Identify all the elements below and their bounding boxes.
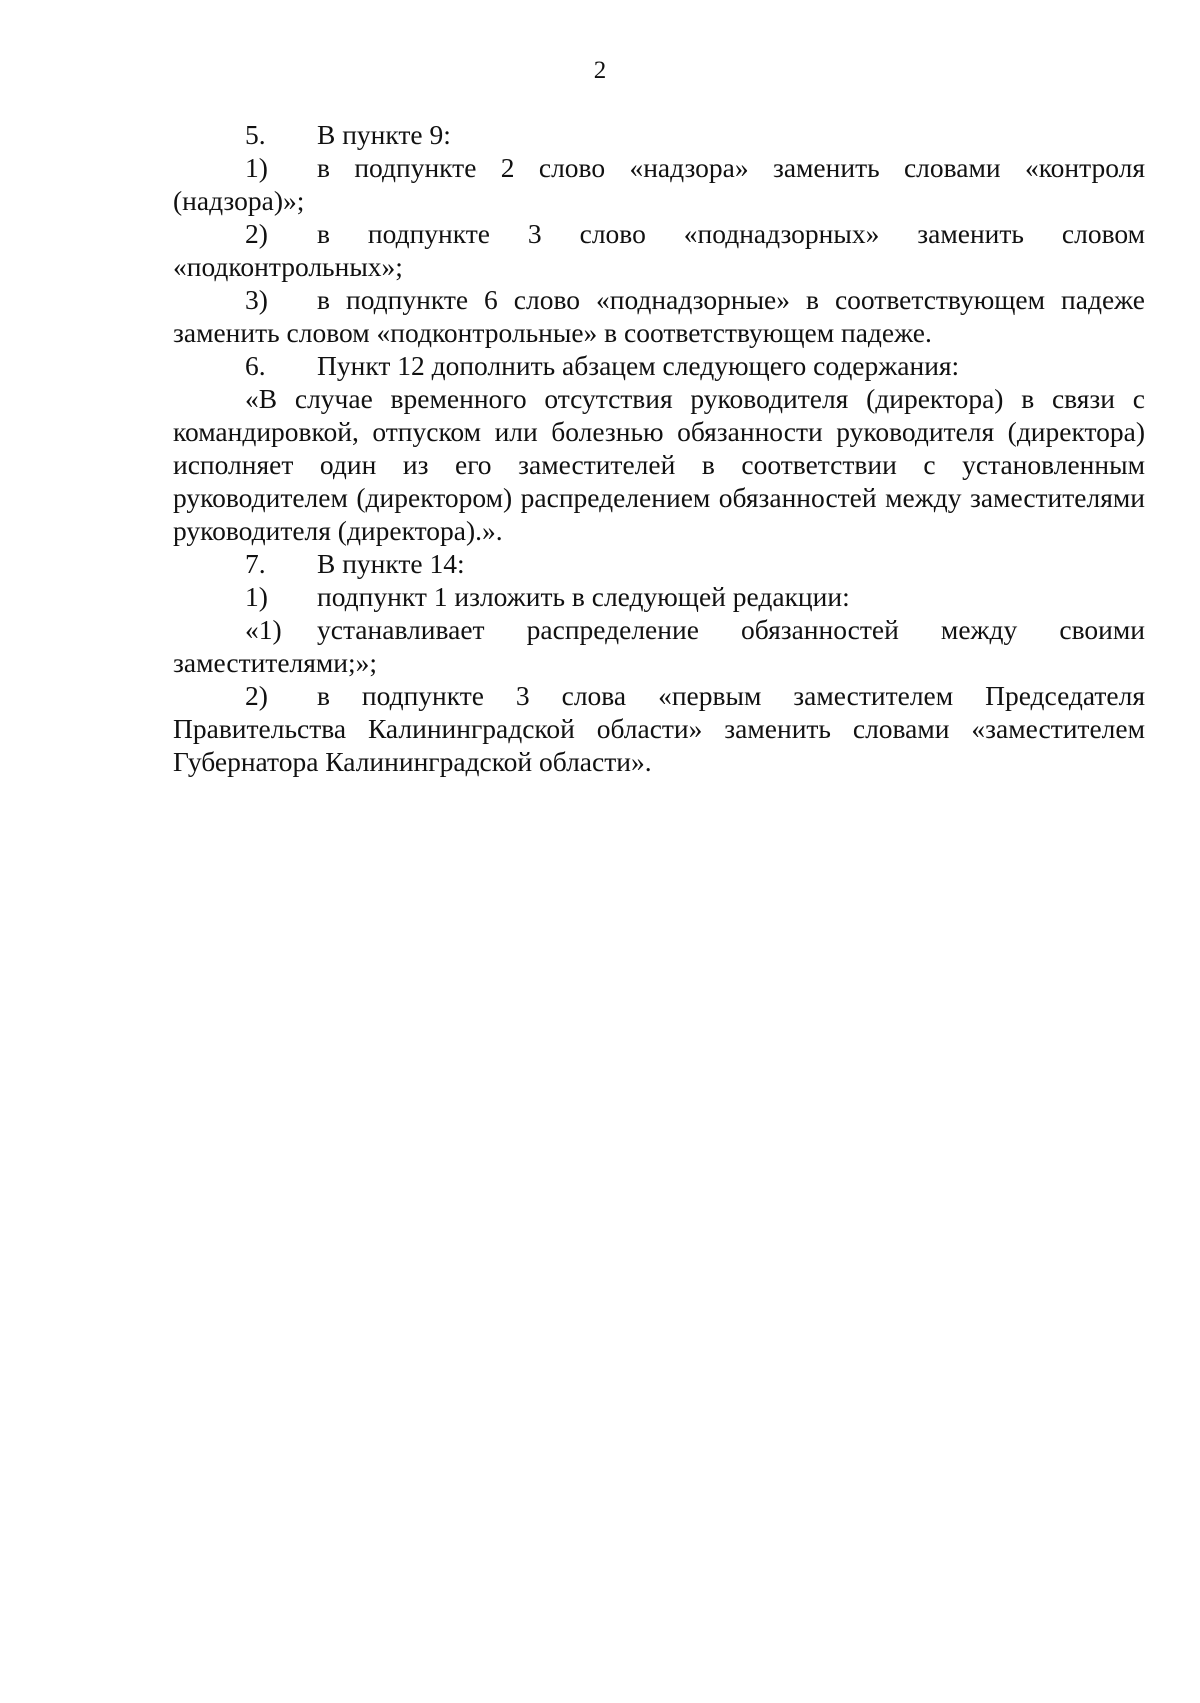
paragraph-text: В пункте 9: xyxy=(317,119,451,150)
paragraph-subitem-7-2 xyxy=(173,679,1145,778)
paragraph-number: 1) xyxy=(245,581,268,612)
paragraph-item-5 xyxy=(173,118,1145,151)
paragraph-item-6 xyxy=(173,349,1145,382)
paragraph-quoted-text xyxy=(173,382,1145,547)
paragraph-item-7 xyxy=(173,547,1145,580)
document-body xyxy=(173,118,1145,778)
paragraph-number: 6. xyxy=(245,350,266,381)
paragraph-subitem-5-1 xyxy=(173,151,1145,217)
paragraph-text: в подпункте 6 слово «поднадзорные» в соответствующем падеже заменить словом «подконтрольные» в соответствующем падеже. xyxy=(173,284,1145,348)
page-number: 2 xyxy=(593,57,607,84)
paragraph-quoted-subitem-1 xyxy=(173,613,1145,679)
paragraph-text: в подпункте 2 слово «надзора» заменить словами «контроля (надзора)»; xyxy=(173,152,1145,216)
paragraph-text: В пункте 14: xyxy=(317,548,465,579)
paragraph-text: в подпункте 3 слова «первым заместителем Председателя Правительства Калининградской области» заменить словами «заместителем Губернатора Калининградской области». xyxy=(173,680,1145,777)
paragraph-text: в подпункте 3 слово «поднадзорных» заменить словом «подконтрольных»; xyxy=(173,218,1145,282)
paragraph-number: 7. xyxy=(245,548,266,579)
paragraph-number: 1) xyxy=(245,152,268,183)
paragraph-text: «В случае временного отсутствия руководителя (директора) в связи с командировкой, отпуском или болезнью обязанности руководителя (директора) исполняет один из его заместителей в соответствии с установленным руководителем (директором) распределением обязанностей между заместителями руководителя (директора).». xyxy=(173,383,1145,546)
paragraph-number: 5. xyxy=(245,119,266,150)
paragraph-subitem-5-3 xyxy=(173,283,1145,349)
paragraph-text: подпункт 1 изложить в следующей редакции: xyxy=(317,581,850,612)
paragraph-number: 3) xyxy=(245,284,268,315)
paragraph-text: устанавливает распределение обязанностей между своими заместителями;»; xyxy=(173,614,1145,678)
paragraph-number: «1) xyxy=(245,614,282,645)
paragraph-number: 2) xyxy=(245,218,268,249)
paragraph-subitem-7-1 xyxy=(173,580,1145,613)
paragraph-subitem-5-2 xyxy=(173,217,1145,283)
paragraph-text: Пункт 12 дополнить абзацем следующего содержания: xyxy=(317,350,960,381)
paragraph-number: 2) xyxy=(245,680,268,711)
